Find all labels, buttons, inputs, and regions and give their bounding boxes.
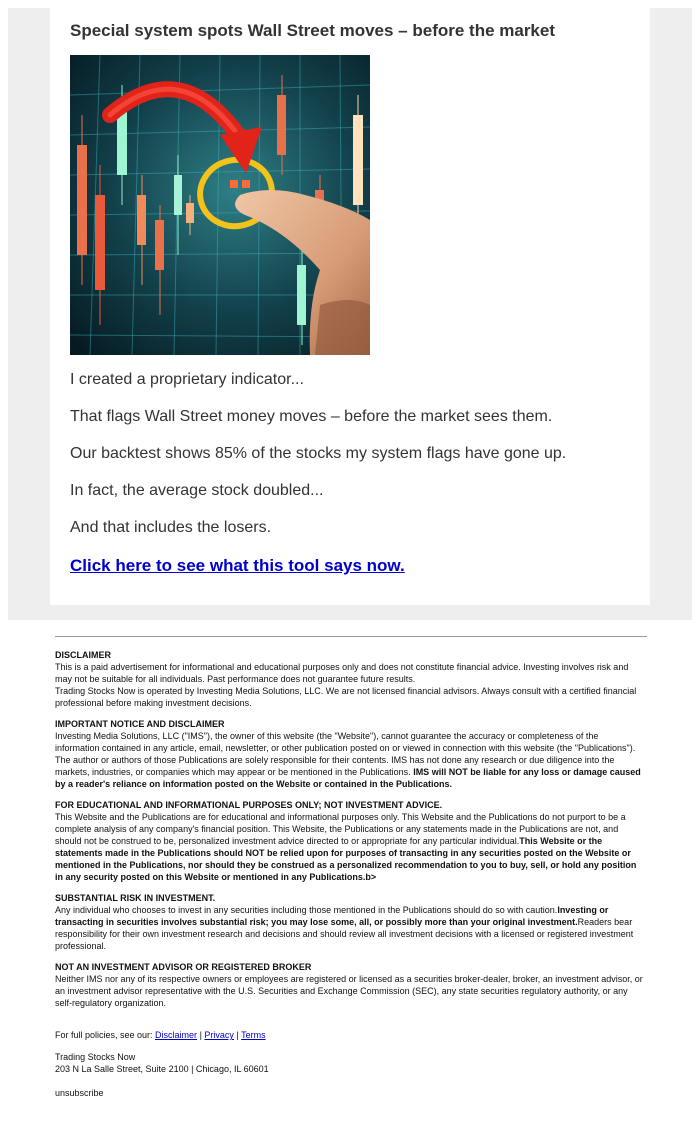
link-separator: | bbox=[233, 1030, 242, 1040]
email-body-copy bbox=[70, 370, 630, 577]
link-separator: | bbox=[197, 1030, 205, 1040]
body-paragraph: I created a proprietary indicator... bbox=[70, 371, 304, 388]
risk-section bbox=[55, 892, 645, 952]
risk-body-2: Readers bear responsibility for their own investment research and decisions and should review all investment decisions with a licensed or registered investment professional. bbox=[55, 917, 634, 951]
advisor-title: NOT AN INVESTMENT ADVISOR OR REGISTERED BROKER bbox=[55, 962, 312, 972]
disclaimer-link[interactable]: Disclaimer bbox=[155, 1030, 198, 1040]
body-paragraph: In fact, the average stock doubled... bbox=[70, 482, 324, 499]
advisor-section bbox=[55, 961, 645, 1009]
unsubscribe-line bbox=[55, 1087, 645, 1099]
educational-text bbox=[55, 811, 645, 883]
street-address: 203 N La Salle Street, Suite 2100 | Chicago, IL 60601 bbox=[55, 1064, 269, 1074]
educational-body: This Website and the Publications are for educational and informational purposes only. This Website and the Publications do not purport to be a complete analysis of any company's financial position. This Website, the Publications or any statements made in the Publications are not, and should not be construed to be, personalized investment advice directed to or appropriate for any particular individual. bbox=[55, 812, 626, 846]
company-address bbox=[55, 1051, 645, 1075]
disclaimer-section bbox=[55, 649, 645, 709]
cta-link[interactable]: Click here to see what this tool says now. bbox=[70, 556, 405, 575]
company-name: Trading Stocks Now bbox=[55, 1052, 136, 1062]
unsubscribe-link[interactable]: unsubscribe bbox=[55, 1088, 104, 1098]
policies-prefix: For full policies, see our: bbox=[55, 1030, 156, 1040]
educational-bold: This Website or the statements made in the Publications should NOT be relied upon for purposes of transacting in any securities posted on the Website or mentioned in the Publications, nor should they be construed as a personalized recommendation to you to buy, sell, or hold any position in any security posted on this Website or mentioned in any Publications.b> bbox=[55, 836, 637, 882]
candlestick-chart-illustration bbox=[70, 55, 370, 355]
body-paragraph: Our backtest shows 85% of the stocks my system flags have gone up. bbox=[70, 445, 567, 462]
privacy-link[interactable]: Privacy bbox=[204, 1030, 234, 1040]
email-card bbox=[50, 8, 650, 605]
advisor-text: Neither IMS nor any of its respective owners or employees are registered or licensed as a securities broker-dealer, broker, an investment advisor, or an investment advisor representative with the U.S. Securities and Exchange Commission (SEC), any state securities regulatory authority, or any self-regulatory organization. bbox=[55, 974, 643, 1008]
terms-link[interactable]: Terms bbox=[241, 1030, 266, 1040]
notice-bold: IMS will NOT be liable for any loss or damage caused by a reader's reliance on information posted on the Website or contained in the Publications. bbox=[55, 767, 641, 789]
educational-section bbox=[55, 799, 645, 883]
educational-title: FOR EDUCATIONAL AND INFORMATIONAL PURPOSES ONLY; NOT INVESTMENT ADVICE. bbox=[55, 800, 443, 810]
footer-divider bbox=[55, 636, 647, 637]
email-headline: Special system spots Wall Street moves – before the market bbox=[70, 21, 556, 40]
disclaimer-text: Trading Stocks Now is operated by Investing Media Solutions, LLC. We are not licensed financial advisors. Always consult with a certified financial professional before making investment decisions. bbox=[55, 686, 637, 708]
risk-text bbox=[55, 904, 645, 952]
email-background bbox=[8, 8, 692, 620]
disclaimer-text: This is a paid advertisement for informational and educational purposes only and does not constitute financial advice. Investing involves risk and may not be suitable for all individuals. Past performance does not guarantee future results. bbox=[55, 662, 629, 684]
hero-image[interactable] bbox=[70, 55, 370, 355]
notice-title: IMPORTANT NOTICE AND DISCLAIMER bbox=[55, 719, 225, 729]
risk-title: SUBSTANTIAL RISK IN INVESTMENT. bbox=[55, 893, 216, 903]
risk-body: Any individual who chooses to invest in any securities including those mentioned in the Publications should do so with caution. bbox=[55, 905, 558, 915]
body-paragraph: And that includes the losers. bbox=[70, 519, 272, 536]
risk-bold: Investing or transacting in securities involves substantial risk; you may lose some, all, or possibly more than your original investment. bbox=[55, 905, 609, 927]
policies-line bbox=[55, 1029, 645, 1041]
disclaimer-title: DISCLAIMER bbox=[55, 650, 111, 660]
notice-section bbox=[55, 718, 645, 790]
notice-body: Investing Media Solutions, LLC ("IMS"), the owner of this website (the "Website"), cannot guarantee the accuracy or completeness of the information contained in any article, email, newsletter, or other publication posted on or viewed in connection with this website (the "Publications"). The author or authors of those Publications are solely responsible for their contents. IMS has not done any research or due diligence into the markets, industries, or companies which may appear or be mentioned in the Publications. bbox=[55, 731, 636, 777]
notice-text bbox=[55, 730, 645, 790]
body-paragraph: That flags Wall Street money moves – before the market sees them. bbox=[70, 408, 553, 425]
email-footer bbox=[55, 636, 645, 1099]
